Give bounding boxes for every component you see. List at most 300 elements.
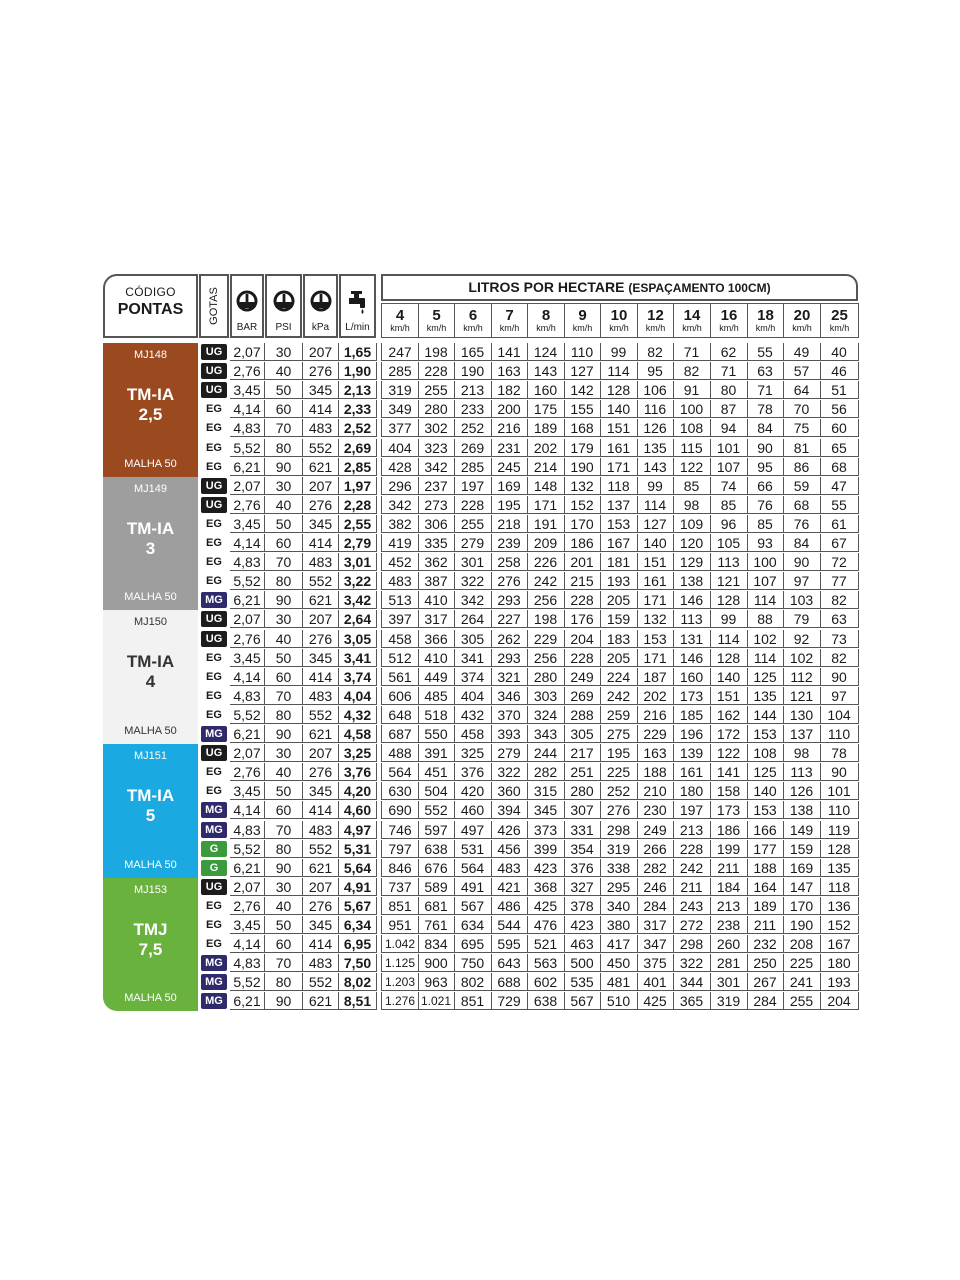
cell-lha: 82: [673, 362, 711, 380]
cell-lha: 342: [381, 496, 419, 514]
gota-badge: UG: [201, 497, 227, 513]
cell-lha: 140: [600, 400, 638, 418]
cell-lha: 56: [820, 400, 859, 418]
cell-lha: 155: [564, 400, 601, 418]
cell-kpa: 345: [303, 782, 339, 800]
cell-lha: 130: [783, 706, 821, 724]
speed-unit: km/h: [829, 323, 850, 333]
cell-lha: 78: [747, 400, 784, 418]
gota-badge: EG: [201, 401, 227, 417]
cell-lha: 159: [600, 610, 638, 628]
cell-lha: 137: [600, 496, 638, 514]
speed-value: 14: [683, 307, 701, 324]
speed-value: 4: [395, 307, 405, 324]
cell-lha: 460: [454, 801, 492, 819]
cell-lha: 108: [673, 419, 711, 437]
cell-lha: 243: [673, 897, 711, 915]
cell-lmin: 1,90: [339, 362, 377, 380]
cell-lmin: 2,64: [339, 610, 377, 628]
table-row: [0, 878, 960, 896]
cell-lha: 78: [820, 744, 859, 762]
cell-lha: 101: [710, 439, 748, 457]
cell-lha: 124: [527, 343, 565, 361]
cell-lha: 77: [820, 572, 859, 590]
cell-lha: 75: [783, 419, 821, 437]
gota-badge: EG: [201, 917, 227, 933]
cell-lha: 305: [564, 725, 601, 743]
cell-lha: 60: [820, 419, 859, 437]
cell-bar: 4,14: [230, 668, 265, 686]
cell-psi: 90: [265, 458, 303, 476]
cell-lha: 158: [710, 782, 748, 800]
cell-lha: 425: [637, 992, 674, 1010]
cell-lha: 643: [491, 954, 528, 972]
cell-lha: 802: [454, 973, 492, 991]
speed-unit: km/h: [645, 323, 666, 333]
cell-lha: 122: [710, 744, 748, 762]
cell-lha: 172: [710, 725, 748, 743]
cell-lha: 382: [381, 515, 419, 533]
group-mesh: MALHA 50: [124, 725, 177, 738]
table-row: [0, 553, 960, 571]
cell-psi: 60: [265, 400, 303, 418]
cell-lha: 164: [747, 878, 784, 896]
cell-lha: 319: [381, 381, 419, 399]
cell-bar: 4,14: [230, 534, 265, 552]
cell-lha: 59: [783, 477, 821, 495]
cell-lha: 179: [564, 439, 601, 457]
cell-bar: 2,76: [230, 362, 265, 380]
table-row: [0, 744, 960, 762]
cell-lha: 267: [747, 973, 784, 991]
cell-lha: 167: [600, 534, 638, 552]
cell-lha: 376: [454, 763, 492, 781]
cell-lha: 485: [418, 687, 455, 705]
cell-lmin: 8,02: [339, 973, 377, 991]
cell-bar: 2,07: [230, 343, 265, 361]
cell-psi: 50: [265, 782, 303, 800]
cell-lha: 335: [418, 534, 455, 552]
cell-lha: 70: [783, 400, 821, 418]
cell-lha: 115: [673, 439, 711, 457]
cell-psi: 40: [265, 362, 303, 380]
cell-lha: 688: [491, 973, 528, 991]
cell-lha: 205: [600, 649, 638, 667]
cell-lha: 191: [527, 515, 565, 533]
cell-kpa: 621: [303, 725, 339, 743]
cell-lha: 483: [491, 859, 528, 877]
cell-lha: 131: [673, 630, 711, 648]
cell-lha: 638: [527, 992, 565, 1010]
cell-lha: 535: [564, 973, 601, 991]
cell-lha: 211: [710, 859, 748, 877]
cell-lha: 681: [418, 897, 455, 915]
cell-lha: 280: [564, 782, 601, 800]
cell-lha: 280: [527, 668, 565, 686]
cell-lha: 84: [747, 419, 784, 437]
cell-lha: 340: [600, 897, 638, 915]
cell-bar: 3,45: [230, 916, 265, 934]
cell-lha: 458: [454, 725, 492, 743]
cell-lha: 118: [600, 477, 638, 495]
cell-kpa: 276: [303, 897, 339, 915]
cell-lha: 481: [600, 973, 638, 991]
cell-lha: 797: [381, 840, 419, 858]
cell-lmin: 3,74: [339, 668, 377, 686]
speed-unit: km/h: [499, 323, 520, 333]
cell-kpa: 483: [303, 419, 339, 437]
cell-lha: 750: [454, 954, 492, 972]
cell-lha: 110: [564, 343, 601, 361]
cell-lha: 107: [747, 572, 784, 590]
cell-lha: 55: [820, 496, 859, 514]
cell-lmin: 1,65: [339, 343, 377, 361]
cell-lha: 247: [381, 343, 419, 361]
cell-lha: 190: [454, 362, 492, 380]
cell-lha: 132: [637, 610, 674, 628]
cell-lha: 171: [600, 458, 638, 476]
cell-lha: 153: [747, 725, 784, 743]
speed-header-cell: [637, 303, 674, 338]
cell-lha: 242: [600, 687, 638, 705]
cell-lha: 122: [673, 458, 711, 476]
cell-lha: 486: [491, 897, 528, 915]
speed-unit: km/h: [792, 323, 812, 333]
cell-lmin: 3,25: [339, 744, 377, 762]
cell-lha: 255: [783, 992, 821, 1010]
cell-lha: 153: [600, 515, 638, 533]
cell-lha: 173: [673, 687, 711, 705]
gota-badge: EG: [201, 516, 227, 532]
cell-lmin: 2,28: [339, 496, 377, 514]
cell-kpa: 414: [303, 400, 339, 418]
gauge-icon: [235, 289, 259, 313]
gota-badge: EG: [201, 669, 227, 685]
cell-lha: 295: [600, 878, 638, 896]
cell-lha: 378: [564, 897, 601, 915]
cell-lha: 285: [454, 458, 492, 476]
cell-lha: 113: [673, 610, 711, 628]
group-name: TM-IA 3: [126, 518, 175, 558]
gota-badge: MG: [201, 993, 227, 1009]
speed-value: 7: [505, 307, 514, 324]
header-codigo-pontas: [103, 274, 198, 338]
cell-lha: 296: [381, 477, 419, 495]
cell-lha: 729: [491, 992, 528, 1010]
cell-lha: 341: [454, 649, 492, 667]
cell-lha: 394: [491, 801, 528, 819]
cell-lha: 298: [673, 935, 711, 953]
cell-lha: 175: [527, 400, 565, 418]
cell-lha: 567: [564, 992, 601, 1010]
cell-lha: 153: [747, 801, 784, 819]
cell-lha: 128: [600, 381, 638, 399]
cell-psi: 60: [265, 801, 303, 819]
cell-lha: 62: [710, 343, 748, 361]
cell-bar: 2,76: [230, 630, 265, 648]
cell-lha: 127: [637, 515, 674, 533]
cell-bar: 2,07: [230, 610, 265, 628]
cell-lha: 141: [710, 763, 748, 781]
cell-lha: 420: [454, 782, 492, 800]
gota-badge: MG: [201, 802, 227, 818]
cell-lha: 177: [747, 840, 784, 858]
gauge-icon: [272, 289, 296, 313]
cell-lha: 602: [527, 973, 565, 991]
cell-lha: 380: [600, 916, 638, 934]
cell-lha: 204: [564, 630, 601, 648]
cell-lha: 419: [381, 534, 419, 552]
cell-lha: 113: [783, 763, 821, 781]
cell-lha: 229: [527, 630, 565, 648]
cell-lmin: 2,69: [339, 439, 377, 457]
cell-lha: 146: [673, 591, 711, 609]
cell-lha: 293: [491, 591, 528, 609]
cell-lha: 228: [564, 591, 601, 609]
cell-lha: 228: [673, 840, 711, 858]
cell-lha: 171: [637, 649, 674, 667]
cell-bar: 4,14: [230, 400, 265, 418]
cell-lha: 687: [381, 725, 419, 743]
cell-lha: 227: [491, 610, 528, 628]
group-mesh: MALHA 50: [124, 858, 177, 871]
cell-lha: 264: [454, 610, 492, 628]
cell-lha: 252: [454, 419, 492, 437]
cell-lha: 195: [491, 496, 528, 514]
table-row: [0, 458, 960, 476]
cell-lha: 71: [673, 343, 711, 361]
cell-lha: 96: [710, 515, 748, 533]
cell-kpa: 414: [303, 668, 339, 686]
cell-bar: 6,21: [230, 725, 265, 743]
cell-lha: 90: [820, 668, 859, 686]
cell-lha: 521: [527, 935, 565, 953]
table-row: [0, 630, 960, 648]
cell-lha: 105: [710, 534, 748, 552]
cell-bar: 6,21: [230, 859, 265, 877]
cell-lha: 64: [783, 381, 821, 399]
cell-lmin: 4,97: [339, 821, 377, 839]
cell-lha: 273: [418, 496, 455, 514]
cell-lha: 423: [527, 859, 565, 877]
cell-lha: 342: [454, 591, 492, 609]
cell-lha: 128: [710, 591, 748, 609]
table-row: [0, 973, 960, 991]
table-row: [0, 706, 960, 724]
cell-lha: 49: [783, 343, 821, 361]
cell-lha: 159: [783, 840, 821, 858]
cell-lha: 634: [454, 916, 492, 934]
cell-lha: 189: [747, 897, 784, 915]
cell-lha: 135: [637, 439, 674, 457]
speed-header-cell: [527, 303, 565, 338]
cell-lha: 82: [637, 343, 674, 361]
cell-lha: 242: [673, 859, 711, 877]
group-mesh: MALHA 50: [124, 457, 177, 470]
unit-kpa-label: kPa: [311, 322, 330, 333]
cell-lha: 216: [491, 419, 528, 437]
cell-lha: 260: [710, 935, 748, 953]
header-bar: [230, 274, 264, 338]
cell-lha: 135: [820, 859, 859, 877]
cell-lha: 126: [783, 782, 821, 800]
group-mesh: MALHA 50: [124, 992, 177, 1005]
cell-lmin: 4,04: [339, 687, 377, 705]
cell-lha: 1.276: [381, 992, 419, 1010]
cell-lha: 606: [381, 687, 419, 705]
cell-lha: 421: [491, 878, 528, 896]
cell-lha: 144: [747, 706, 784, 724]
gota-badge: UG: [201, 611, 227, 627]
cell-lha: 354: [564, 840, 601, 858]
cell-lha: 432: [454, 706, 492, 724]
cell-lha: 676: [418, 859, 455, 877]
cell-psi: 80: [265, 840, 303, 858]
cell-lha: 104: [820, 706, 859, 724]
cell-bar: 5,52: [230, 706, 265, 724]
cell-lha: 393: [491, 725, 528, 743]
gota-badge: EG: [201, 535, 227, 551]
cell-lha: 450: [600, 954, 638, 972]
cell-lha: 302: [418, 419, 455, 437]
title-main: LITROS POR HECTARE: [468, 279, 625, 295]
table-row: [0, 477, 960, 495]
cell-psi: 30: [265, 878, 303, 896]
cell-psi: 90: [265, 992, 303, 1010]
cell-lha: 147: [783, 878, 821, 896]
cell-bar: 2,07: [230, 477, 265, 495]
cell-lha: 189: [527, 419, 565, 437]
cell-lha: 544: [491, 916, 528, 934]
cell-lha: 80: [710, 381, 748, 399]
cell-lha: 288: [564, 706, 601, 724]
cell-lha: 202: [637, 687, 674, 705]
cell-lha: 99: [637, 477, 674, 495]
cell-lha: 589: [418, 878, 455, 896]
cell-lha: 215: [564, 572, 601, 590]
cell-lha: 497: [454, 821, 492, 839]
cell-lha: 88: [747, 610, 784, 628]
cell-bar: 4,83: [230, 553, 265, 571]
cell-lha: 500: [564, 954, 601, 972]
cell-lha: 169: [783, 859, 821, 877]
cell-lha: 307: [564, 801, 601, 819]
cell-lha: 293: [491, 649, 528, 667]
cell-lha: 255: [454, 515, 492, 533]
cell-lha: 143: [527, 362, 565, 380]
speed-header-cell: [783, 303, 821, 338]
cell-bar: 2,07: [230, 878, 265, 896]
cell-lha: 319: [600, 840, 638, 858]
cell-lha: 375: [637, 954, 674, 972]
cell-lha: 168: [564, 419, 601, 437]
cell-lha: 963: [418, 973, 455, 991]
cell-lha: 183: [600, 630, 638, 648]
cell-lha: 97: [820, 687, 859, 705]
cell-psi: 30: [265, 477, 303, 495]
group-code: MJ149: [133, 482, 168, 495]
cell-lmin: 2,52: [339, 419, 377, 437]
table-row: [0, 439, 960, 457]
cell-lha: 391: [418, 744, 455, 762]
cell-lha: 166: [747, 821, 784, 839]
cell-lha: 90: [783, 553, 821, 571]
cell-lha: 102: [747, 630, 784, 648]
cell-lha: 376: [564, 859, 601, 877]
speed-header-cell: [454, 303, 492, 338]
table-row: [0, 668, 960, 686]
cell-lha: 119: [820, 821, 859, 839]
group-name: TM-IA 5: [126, 786, 175, 826]
cell-bar: 4,83: [230, 821, 265, 839]
cell-lha: 193: [820, 973, 859, 991]
unit-lmin-label: L/min: [345, 322, 370, 333]
cell-bar: 6,21: [230, 458, 265, 476]
cell-lha: 761: [418, 916, 455, 934]
cell-lha: 366: [418, 630, 455, 648]
speed-header-cell: [418, 303, 455, 338]
cell-lha: 224: [600, 668, 638, 686]
cell-kpa: 276: [303, 362, 339, 380]
speed-value: 10: [610, 307, 628, 324]
cell-bar: 2,76: [230, 763, 265, 781]
cell-lmin: 6,34: [339, 916, 377, 934]
cell-lha: 488: [381, 744, 419, 762]
cell-psi: 80: [265, 572, 303, 590]
cell-lha: 163: [491, 362, 528, 380]
header-lmin: [339, 274, 376, 338]
gota-badge: MG: [201, 822, 227, 838]
cell-lha: 198: [527, 610, 565, 628]
cell-lha: 226: [527, 553, 565, 571]
gota-badge: UG: [201, 879, 227, 895]
table-row: [0, 496, 960, 514]
cell-lha: 410: [418, 591, 455, 609]
cell-lha: 61: [820, 515, 859, 533]
cell-lha: 170: [564, 515, 601, 533]
cell-lha: 282: [637, 859, 674, 877]
cell-lha: 483: [381, 572, 419, 590]
cell-lha: 306: [418, 515, 455, 533]
cell-lha: 695: [454, 935, 492, 953]
cell-kpa: 345: [303, 916, 339, 934]
cell-lha: 276: [491, 572, 528, 590]
cell-lha: 107: [710, 458, 748, 476]
cell-lha: 201: [564, 553, 601, 571]
gota-badge: UG: [201, 363, 227, 379]
cell-lmin: 1,97: [339, 477, 377, 495]
cell-kpa: 621: [303, 859, 339, 877]
cell-lha: 404: [381, 439, 419, 457]
cell-lha: 325: [454, 744, 492, 762]
cell-lha: 397: [381, 610, 419, 628]
cell-lha: 180: [820, 954, 859, 972]
cell-kpa: 621: [303, 992, 339, 1010]
cell-lha: 81: [783, 439, 821, 457]
cell-lha: 138: [673, 572, 711, 590]
cell-lha: 97: [783, 572, 821, 590]
cell-lha: 186: [564, 534, 601, 552]
cell-lha: 142: [564, 381, 601, 399]
speed-value: 5: [432, 307, 441, 324]
cell-lha: 242: [527, 572, 565, 590]
cell-lha: 245: [491, 458, 528, 476]
cell-lha: 116: [637, 400, 674, 418]
speed-unit: km/h: [572, 323, 593, 333]
cell-lha: 190: [564, 458, 601, 476]
cell-lha: 834: [418, 935, 455, 953]
cell-psi: 70: [265, 954, 303, 972]
